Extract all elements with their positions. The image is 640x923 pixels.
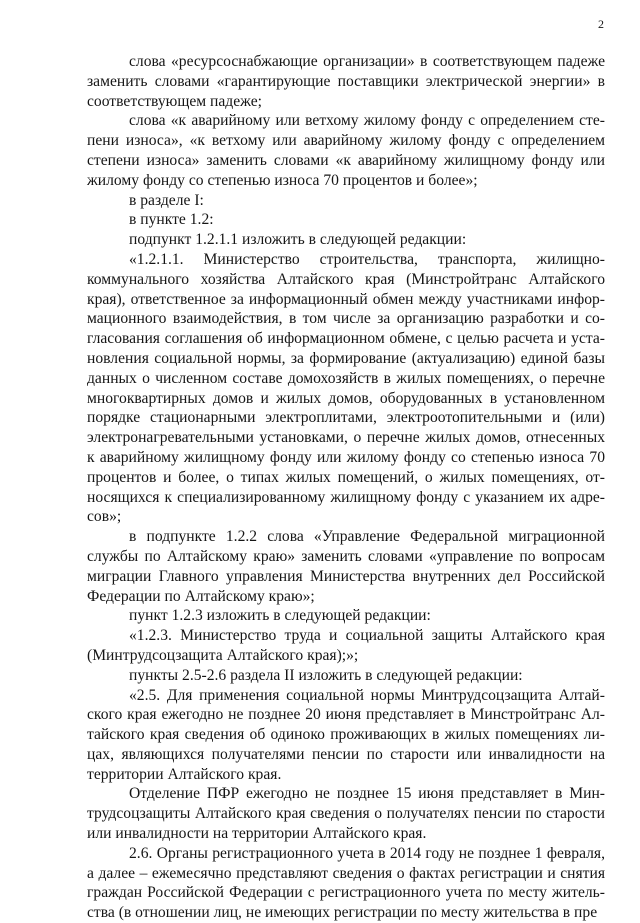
paragraph: 2.6. Органы регистрационного учета в 2014 году не позднее 1 февраля, а далее – ежемесячно представляют сведения о фактах регистрации и снятия граждан Российской Федерации с регистрационного учета по месту жительства (в отношении лиц, не имеющих регистрации по месту жительства в пре bbox=[87, 844, 605, 922]
paragraph: пункт 1.2.3 изложить в следующей редакции: bbox=[129, 607, 431, 625]
paragraph: подпункт 1.2.1.1 изложить в следующей редакции: bbox=[129, 231, 467, 249]
paragraph: в разделе I: bbox=[129, 191, 204, 209]
paragraph: слова «ресурсоснабжающие организации» в соответствующем падеже заменить словами «гарантирующие поставщики электрической энергии» в соответствующем падеже; bbox=[87, 53, 605, 110]
paragraph: слова «к аварийному или ветхому жилому фонду с определением степени износа», «к ветхому или аварийному жилому фонду с определением степени износа» заменить словами «к аварийному жилищному фонду или жилому фонду со степенью износа 70 процентов и более»; bbox=[87, 112, 605, 189]
paragraph: «2.5. Для применения социальной нормы Минтрудсоцзащита Алтайского края ежегодно не позднее 20 июня представляет в Минстройтранс Алтайского края сведения об одиноко проживающих в жилых помещениях лицах, являющихся получателями пенсии по старости или инвалидности на территории Алтайского края. bbox=[87, 686, 605, 783]
paragraph: пункты 2.5-2.6 раздела II изложить в следующей редакции: bbox=[129, 666, 523, 684]
paragraph: в подпункте 1.2.2 слова «Управление Федеральной миграционной службы по Алтайскому краю» заменить словами «управление по вопросам миграции Главного управления Министерства внутренних дел Российской Федерации по Алтайскому краю»; bbox=[87, 528, 605, 605]
page-number: 2 bbox=[598, 17, 604, 31]
paragraph: в пункте 1.2: bbox=[129, 211, 214, 229]
document-body bbox=[87, 52, 605, 923]
paragraph: «1.2.3. Министерство труда и социальной защиты Алтайского края (Минтрудсоцзащита Алтайского края);»; bbox=[87, 627, 605, 664]
paragraph: Отделение ПФР ежегодно не позднее 15 июня представляет в Минтрудсоцзащиты Алтайского края сведения о получателях пенсии по старости или инвалидности на территории Алтайского края. bbox=[87, 785, 605, 843]
paragraph: «1.2.1.1. Министерство строительства, транспорта, жилищно-коммунального хозяйства Алтайского края (Минстройтранс Алтайского края), ответственное за информационный обмен между участниками информационного взаимодействия, в том числе за организацию разработки и согласования соглашения об информационном обмене, с целью расчета и установления социальной нормы, за формирование (актуализацию) единой базы данных о численном составе домохозяйств в жилых помещениях, о перечне многоквартирных домов и жилых домов, оборудованных в установленном порядке стационарными электроплитами, электроотопительными и (или) электронагревательными установками, о перечне жилых домов, отнесенных к аварийному жилищному фонду или жилому фонду со степенью износа 70 процентов и более, о типах жилых помещений, о жилых помещениях, относящихся к специализированному жилищному фонду с указанием их адресов»; bbox=[87, 250, 605, 526]
